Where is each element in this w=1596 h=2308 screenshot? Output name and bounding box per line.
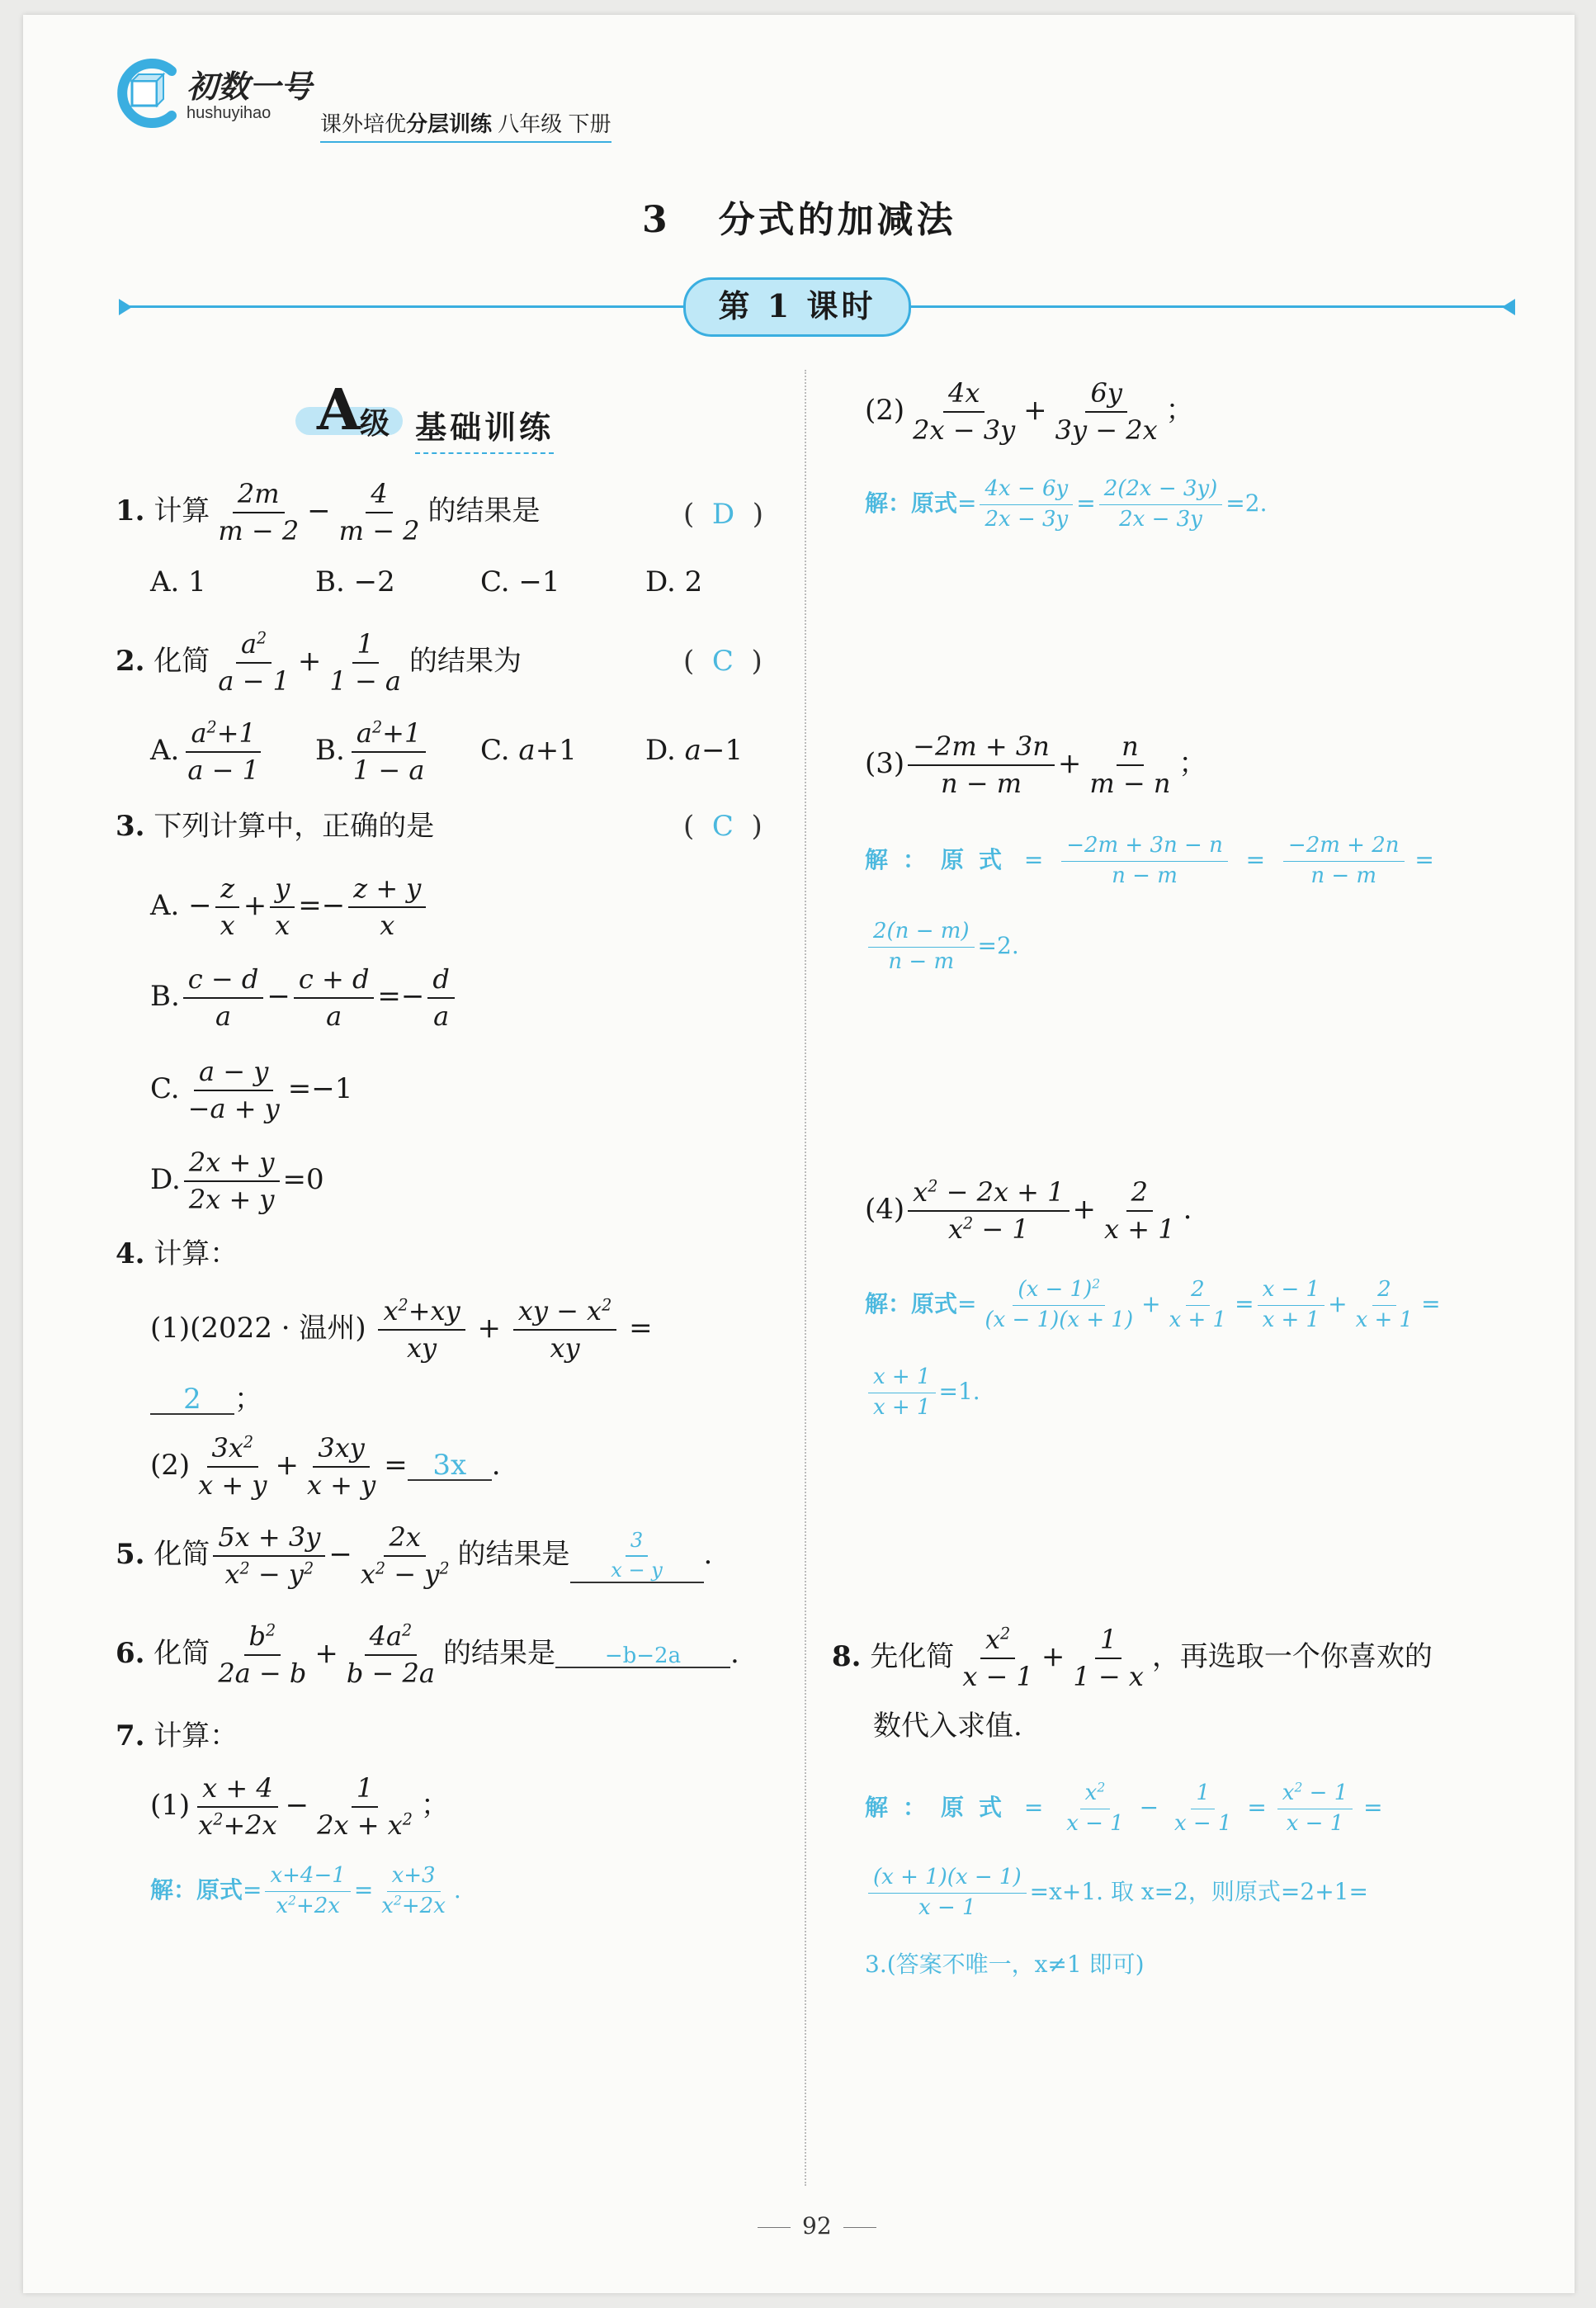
question-6: 6. 化简 $\frac{b^2}{2a - b}$ + $\frac{4a^2}{b - 2a}$ 的结果是 −b−2a . (116, 1620, 739, 1689)
brand-c-icon (114, 56, 188, 130)
q7-part-4: (4) $\frac{x^2 - 2x + 1}{x^2 - 1}$ + $\frac{2}{x + 1}$ . (865, 1176, 1192, 1245)
q7-solution-2: 解：原式= $\frac{4x - 6y}{2x - 3y}$ = $\frac{2(2x - 3y)}{2x - 3y}$ =2. (865, 476, 1268, 532)
q1-option-c: C. −1 (480, 565, 560, 598)
q7-solution-4-cont: $\frac{x + 1}{x + 1}$ =1. (865, 1365, 980, 1421)
q1-option-a: A. 1 (150, 565, 206, 598)
q4-answer-2: 3x (408, 1451, 492, 1481)
q3-option-c: C. $\frac{a - y}{-a + y}$ =−1 (150, 1056, 353, 1124)
q5-answer: $\frac{3}{x - y}$ (570, 1530, 704, 1583)
subtitle-b: 分层训练 (406, 111, 493, 136)
q3-option-a: A. − $\frac{z}{x}$ + $\frac{y}{x}$ =− $\frac{z + y}{x}$ (150, 873, 429, 941)
q8-solution-cont: $\frac{(x + 1)(x - 1)}{x - 1}$ =x+1. 取 x=2，则原式=2+1= (865, 1866, 1368, 1921)
right-arrow-icon (1502, 299, 1515, 315)
q7-part-3: (3) $\frac{-2m + 3n}{n - m}$ + $\frac{n}{m - n}$ ； (865, 731, 1207, 799)
q7-solution-1: 解：原式= $\frac{x+4-1}{x^2+2x}$ = $\frac{x+3}{x^2+2x}$ . (150, 1863, 461, 1918)
left-arrow-icon (119, 299, 132, 315)
question-3: 3. 下列计算中，正确的是 (116, 810, 435, 843)
q7-part-1: (1) $\frac{x + 4}{x^2+2x}$ − $\frac{1}{2x + x^2}$ ； (150, 1772, 449, 1841)
question-1: 1. 计算 $\frac{2m}{m - 2}$ − $\frac{4}{m - 2}$ 的结果是 (116, 478, 541, 546)
book-subtitle (320, 107, 611, 143)
q2-option-b: B. $\frac{a^2+1}{1 - a}$ (315, 717, 425, 786)
q1-options (150, 565, 777, 598)
q4-part-2: (2) $\frac{3x^2}{x + y}$ + $\frac{3xy}{x + y}$ = 3x . (150, 1432, 501, 1501)
section-heading (295, 377, 555, 454)
q2-option-d: D. a−1 (645, 734, 744, 767)
brand-pinyin: hushuyihao (187, 104, 272, 122)
chapter-title (642, 190, 956, 243)
q4-part-1: (1)(2022 · 温州) $\frac{x^2+xy}{xy}$ + $\frac{xy - x^2}{xy}$ = (150, 1295, 653, 1364)
page-number: 92 (758, 2212, 876, 2239)
brand-title: 初数一号 (187, 68, 313, 105)
section-badge (295, 377, 403, 443)
q7-part-2: (2) $\frac{4x}{2x - 3y}$ + $\frac{6y}{3y - 2x}$ ； (865, 377, 1194, 446)
subtitle-c: 八年级 下册 (498, 111, 611, 136)
section-letter: A (317, 377, 361, 443)
q2-option-a: A. $\frac{a^2+1}{a - 1}$ (150, 717, 259, 786)
q4-answer-1: 2 ； (150, 1385, 262, 1415)
q3-answer: ( C ) (683, 810, 763, 843)
chapter-number: 3 (642, 199, 671, 241)
q2-option-c: C. a+1 (480, 734, 577, 767)
lesson-badge: 第 1 课时 (683, 277, 911, 337)
question-4: 4. 计算： (116, 1237, 238, 1270)
q1-option-d: D. 2 (645, 565, 703, 598)
q1-number: 1. (116, 494, 145, 527)
question-7: 7. 计算： (116, 1719, 238, 1752)
subtitle-a: 课外培优 (320, 111, 407, 136)
q2-options (150, 718, 777, 786)
q8-solution-end: 3.(答案不唯一，x≠1 即可) (865, 1951, 1145, 1978)
section-ji: 级 (360, 406, 390, 441)
q8-line-2: 数代入求值. (873, 1710, 1022, 1743)
question-5: 5. 化简 $\frac{5x + 3y}{x^2 - y^2}$ − $\frac{2x}{x^2 - y^2}$ 的结果是 $\frac{3}{x - y}$ . (116, 1521, 713, 1590)
q1-option-b: B. −2 (315, 565, 395, 598)
q1-pre: 计算 (153, 494, 210, 527)
section-text: 基础训练 (415, 402, 554, 454)
q7-solution-4: 解：原式= $\frac{(x - 1)^2}{(x - 1)(x + 1)}$ + $\frac{2}{x + 1}$ = $\frac{x - 1}{x + 1}$ + $\frac{2}{x + 1}$ = (865, 1276, 1441, 1332)
question-8: 8. 先化简 $\frac{x^2}{x - 1}$ + $\frac{1}{1 - x}$ ，再选取一个你喜欢的 (832, 1624, 1433, 1692)
q1-post: 的结果是 (427, 494, 541, 527)
q3-option-b: B. $\frac{c - d}{a}$ − $\frac{c + d}{a}$ =− $\frac{d}{a}$ (150, 964, 458, 1032)
q7-solution-3-cont: $\frac{2(n - m)}{n - m}$ =2. (865, 920, 1019, 975)
q3-option-d: D. $\frac{2x + y}{2x + y}$ =0 (150, 1147, 324, 1215)
page (23, 15, 1575, 2293)
q2-answer: ( C ) (683, 645, 763, 678)
q1-answer: ( D ) (683, 498, 764, 531)
q8-solution: 解：原式 = $\frac{x^2}{x - 1}$ − $\frac{1}{x - 1}$ = $\frac{x^2 - 1}{x - 1}$ = (865, 1780, 1383, 1836)
question-2: 2. 化简 $\frac{a^2}{a - 1}$ + $\frac{1}{1 - a}$ 的结果为 (116, 628, 522, 697)
chapter-text: 分式的加减法 (718, 199, 956, 241)
column-divider (805, 370, 806, 2186)
q6-answer: −b−2a (555, 1645, 730, 1668)
q7-solution-3: 解：原式 = $\frac{-2m + 3n - n}{n - m}$ = $\frac{-2m + 2n}{n - m}$ = (865, 833, 1434, 888)
